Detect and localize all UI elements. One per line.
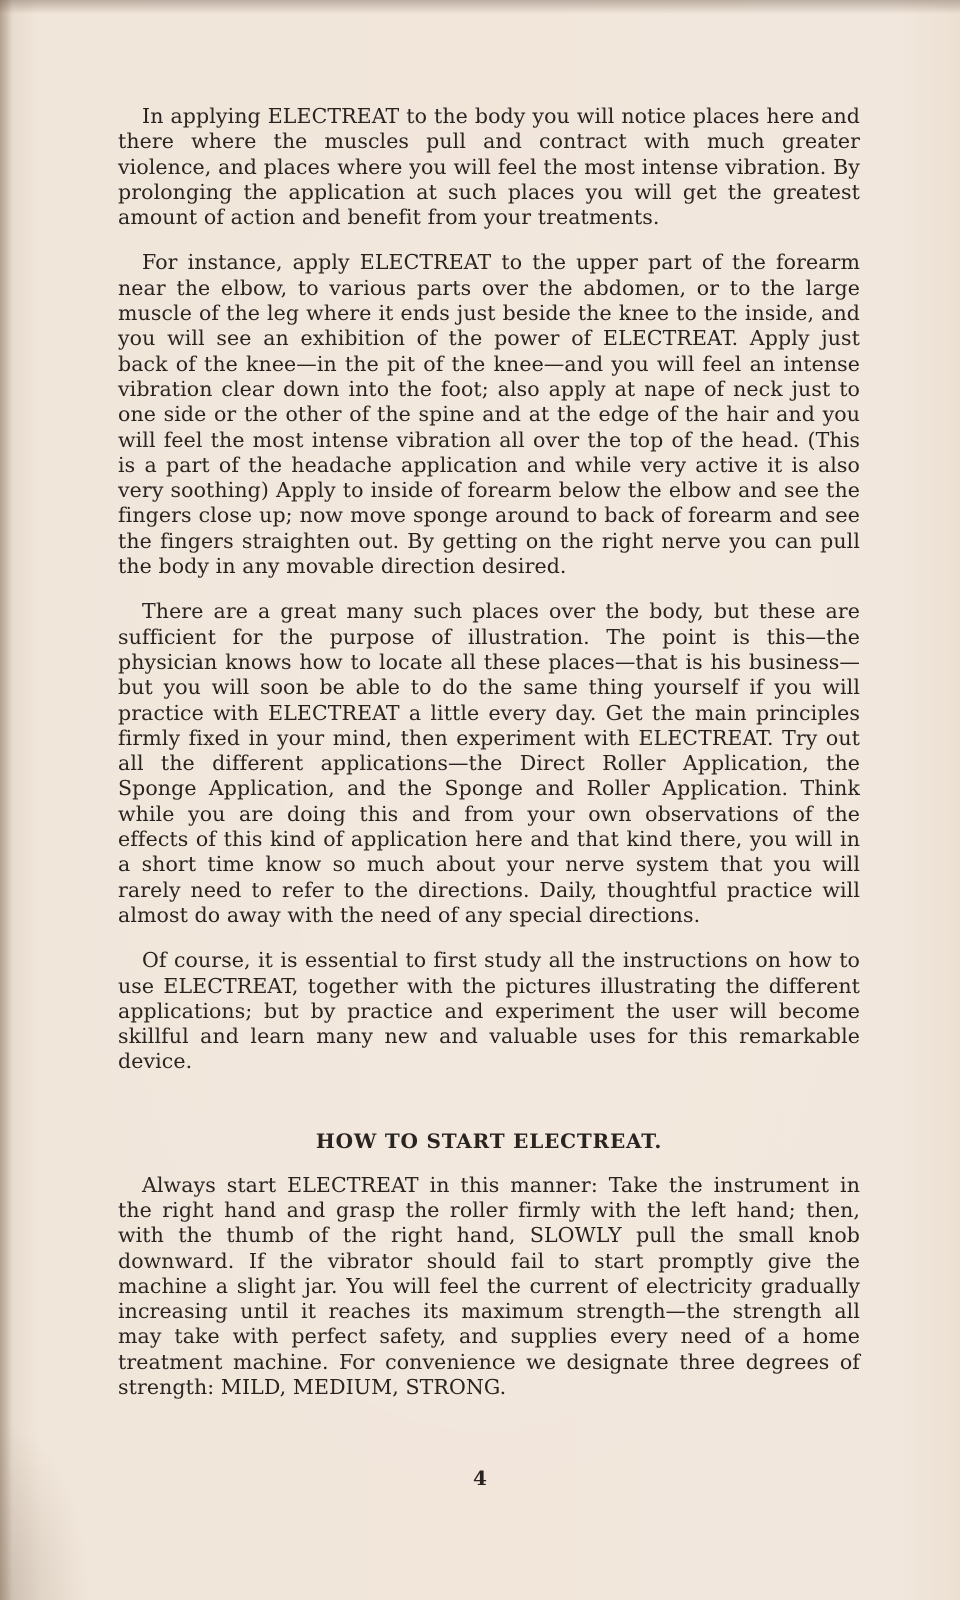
page-wear-mark — [0, 1420, 90, 1600]
page-top-shadow — [0, 0, 960, 14]
paragraph-muscle-response: In applying ELECTREAT to the body you will notice places here and there where the muscles pull and contract with much greater violence, and places where you will feel the most intense vibration. By prolonging the application at such places you will get the greatest amount of action and benefit from your treatments. — [118, 104, 860, 230]
page-binding-edge — [0, 0, 12, 1600]
page-number: 4 — [473, 1466, 487, 1490]
section-heading: HOW TO START ELECTREAT. — [315, 1128, 663, 1153]
paragraph-examples: For instance, apply ELECTREAT to the upper part of the forearm near the elbow, to various parts over the abdomen, or to the large muscle of the leg where it ends just beside the knee to the inside, and you will see an exhibition of the power of ELECTREAT. Apply just back of the knee—in the pit of the knee—and you will feel an intense vibration clear down into the foot; also apply at nape of neck just to one side or the other of the spine and at the edge of the hair and you will feel the most intense vibration all over the top of the head. (This is a part of the headache application and while very active it is also very soothing) Apply to inside of forearm below the elbow and see the fingers close up; now move sponge around to back of forearm and see the fingers straighten out. By getting on the right nerve you can pull the body in any movable direction desired. — [118, 250, 860, 579]
paragraph-how-to-start: Always start ELECTREAT in this manner: Take the instrument in the right hand and grasp the roller firmly with the left hand; then, with the thumb of the right hand, SLOWLY pull the small knob downward. If the vibrator should fail to start promptly give the machine a slight jar. You will feel the current of electricity gradually increasing until it reaches its maximum strength—the strength all may take with perfect safety, and supplies every need of a home treatment machine. For convenience we designate three degrees of strength: MILD, MEDIUM, STRONG. — [118, 1172, 860, 1400]
page-body — [118, 104, 860, 1420]
paragraph-practice: There are a great many such places over the body, but these are sufficient for the purpose of illustration. The point is this—the physician knows how to locate all these places—that is his business—but you will soon be able to do the same thing yourself if you will practice with ELECTREAT a little every day. Get the main principles firmly fixed in your mind, then experiment with ELECTREAT. Try out all the different applications—the Direct Roller Application, the Sponge Application, and the Sponge and Roller Application. Think while you are doing this and from your own observations of the effects of this kind of application here and that kind there, you will in a short time know so much about your nerve system that you will rarely need to refer to the directions. Daily, thoughtful practice will almost do away with the need of any special directions. — [118, 599, 860, 927]
paragraph-study-instructions: Of course, it is essential to first study all the instructions on how to use ELECTREAT, together with the pictures illustrating the different applications; but by practice and experiment the user will become skillful and learn many new and valuable uses for this remarkable device. — [118, 948, 860, 1074]
